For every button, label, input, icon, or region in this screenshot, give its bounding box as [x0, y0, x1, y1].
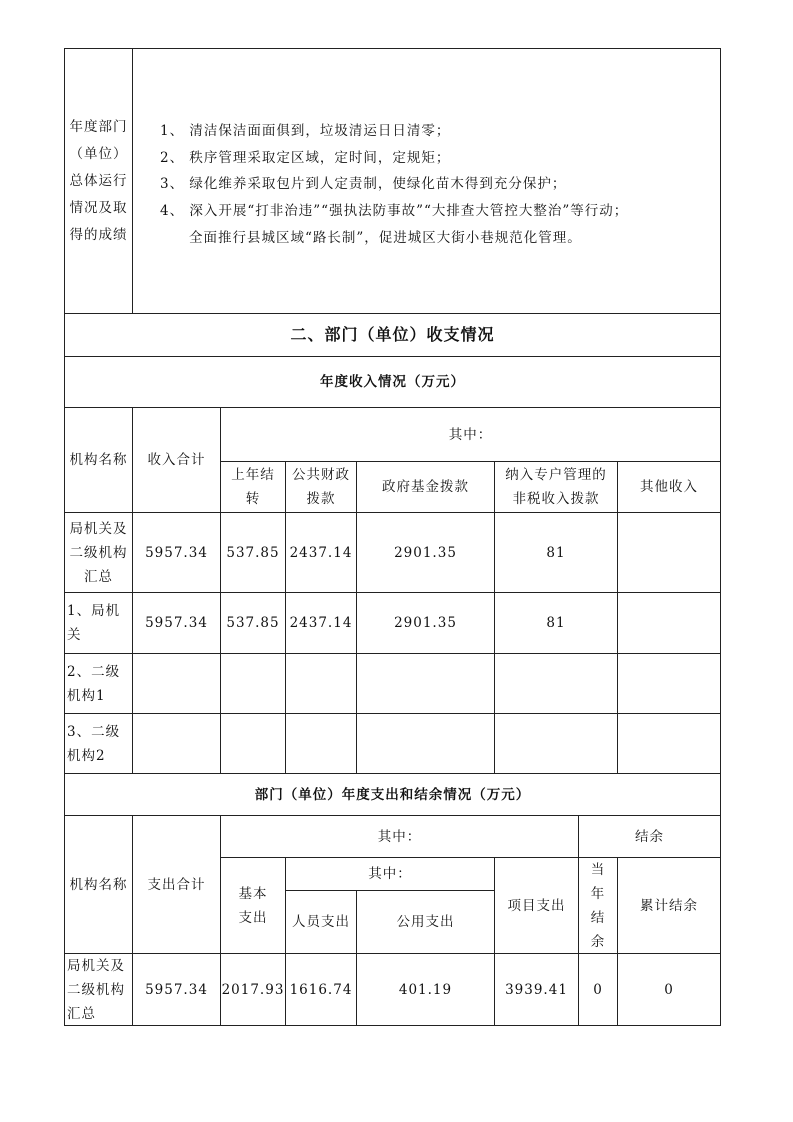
expense-cell-public_use: 401.19: [356, 953, 495, 1026]
income-cell-total: 5957.34: [132, 512, 221, 593]
overview-item: 2、 秩序管理采取定区域，定时间，定规矩；: [160, 149, 451, 166]
overview-item: 1、 清洁保洁面面俱到，垃圾清运日日清零；: [160, 123, 451, 139]
income-row-name: 局机关及二级机构汇总: [64, 512, 133, 593]
label-line: 情况及取: [69, 199, 128, 216]
label-line: 年度部门: [69, 118, 128, 135]
income-cell-other: [617, 713, 721, 774]
income-cell-other: [617, 512, 721, 593]
income-row-name: 2、二级机构1: [64, 653, 133, 714]
income-cell-carry: 537.85: [220, 592, 286, 654]
income-cell-fund: 2901.35: [356, 512, 495, 593]
label-line: 得的成绩: [69, 226, 128, 243]
income-header-carry: 上年结转: [220, 461, 286, 513]
income-cell-nontax: 81: [494, 512, 618, 593]
expense-header-name: 机构名称: [64, 815, 133, 954]
expense-header-total: 支出合计: [132, 815, 221, 954]
income-title: 年度收入情况（万元）: [64, 356, 721, 408]
income-header-of-which: 其中：: [220, 407, 721, 462]
income-header-nontax: 纳入专户管理的非税收入拨款: [494, 461, 618, 513]
income-header-other: 其他收入: [617, 461, 721, 513]
expense-header-personnel: 人员支出: [285, 890, 357, 954]
income-cell-public: [285, 713, 357, 774]
overview-item: 全面推行县城区域“路长制”，促进城区大街小巷规范化管理。: [160, 229, 582, 246]
income-cell-other: [617, 653, 721, 714]
income-cell-nontax: 81: [494, 592, 618, 654]
expense-header-basic: 基本支出: [220, 857, 286, 954]
income-cell-fund: [356, 713, 495, 774]
overview-item: 4、 深入开展“打非治违”“强执法防事故”“大排查大管控大整治”等行动；: [160, 203, 629, 220]
income-header-public: 公共财政拨款: [285, 461, 357, 513]
income-cell-nontax: [494, 653, 618, 714]
income-cell-fund: [356, 653, 495, 714]
overview-item: 3、 绿化维养采取包片到人定责制，使绿化苗木得到充分保护；: [160, 176, 567, 193]
expense-cell-project: 3939.41: [494, 953, 579, 1026]
expense-header-of-which: 其中：: [220, 815, 579, 858]
expense-row-name: 局机关及二级机构汇总: [64, 953, 133, 1026]
income-cell-carry: [220, 713, 286, 774]
income-header-name: 机构名称: [64, 407, 133, 513]
income-row-name: 1、局机关: [64, 592, 133, 654]
expense-cell-basic: 2017.93: [220, 953, 286, 1026]
expense-cell-cum_bal: 0: [617, 953, 721, 1026]
expense-header-cum-balance: 累计结余: [617, 857, 721, 954]
income-cell-other: [617, 592, 721, 654]
overview-label: [64, 48, 133, 314]
income-cell-total: [132, 713, 221, 774]
expense-header-year-balance: 当年结余: [578, 857, 618, 954]
expense-cell-personnel: 1616.74: [285, 953, 357, 1026]
income-cell-total: [132, 653, 221, 714]
section-title: 二、部门（单位）收支情况: [64, 313, 721, 357]
income-cell-carry: 537.85: [220, 512, 286, 593]
income-cell-fund: 2901.35: [356, 592, 495, 654]
expense-header-project: 项目支出: [494, 857, 579, 954]
expense-header-of-which2: 其中：: [285, 857, 495, 891]
income-header-total: 收入合计: [132, 407, 221, 513]
income-cell-public: 2437.14: [285, 512, 357, 593]
expense-cell-total: 5957.34: [132, 953, 221, 1026]
income-row-name: 3、二级机构2: [64, 713, 133, 774]
income-cell-total: 5957.34: [132, 592, 221, 654]
expense-header-public-use: 公用支出: [356, 890, 495, 954]
income-cell-nontax: [494, 713, 618, 774]
income-cell-public: [285, 653, 357, 714]
expense-cell-year_bal: 0: [578, 953, 618, 1026]
overview-items: [160, 118, 628, 252]
income-cell-carry: [220, 653, 286, 714]
label-line: （单位）: [69, 145, 128, 162]
expense-header-balance: 结余: [578, 815, 721, 858]
income-header-fund: 政府基金拨款: [356, 461, 495, 513]
label-line: 总体运行: [69, 172, 128, 189]
expense-title: 部门（单位）年度支出和结余情况（万元）: [64, 773, 721, 816]
income-cell-public: 2437.14: [285, 592, 357, 654]
